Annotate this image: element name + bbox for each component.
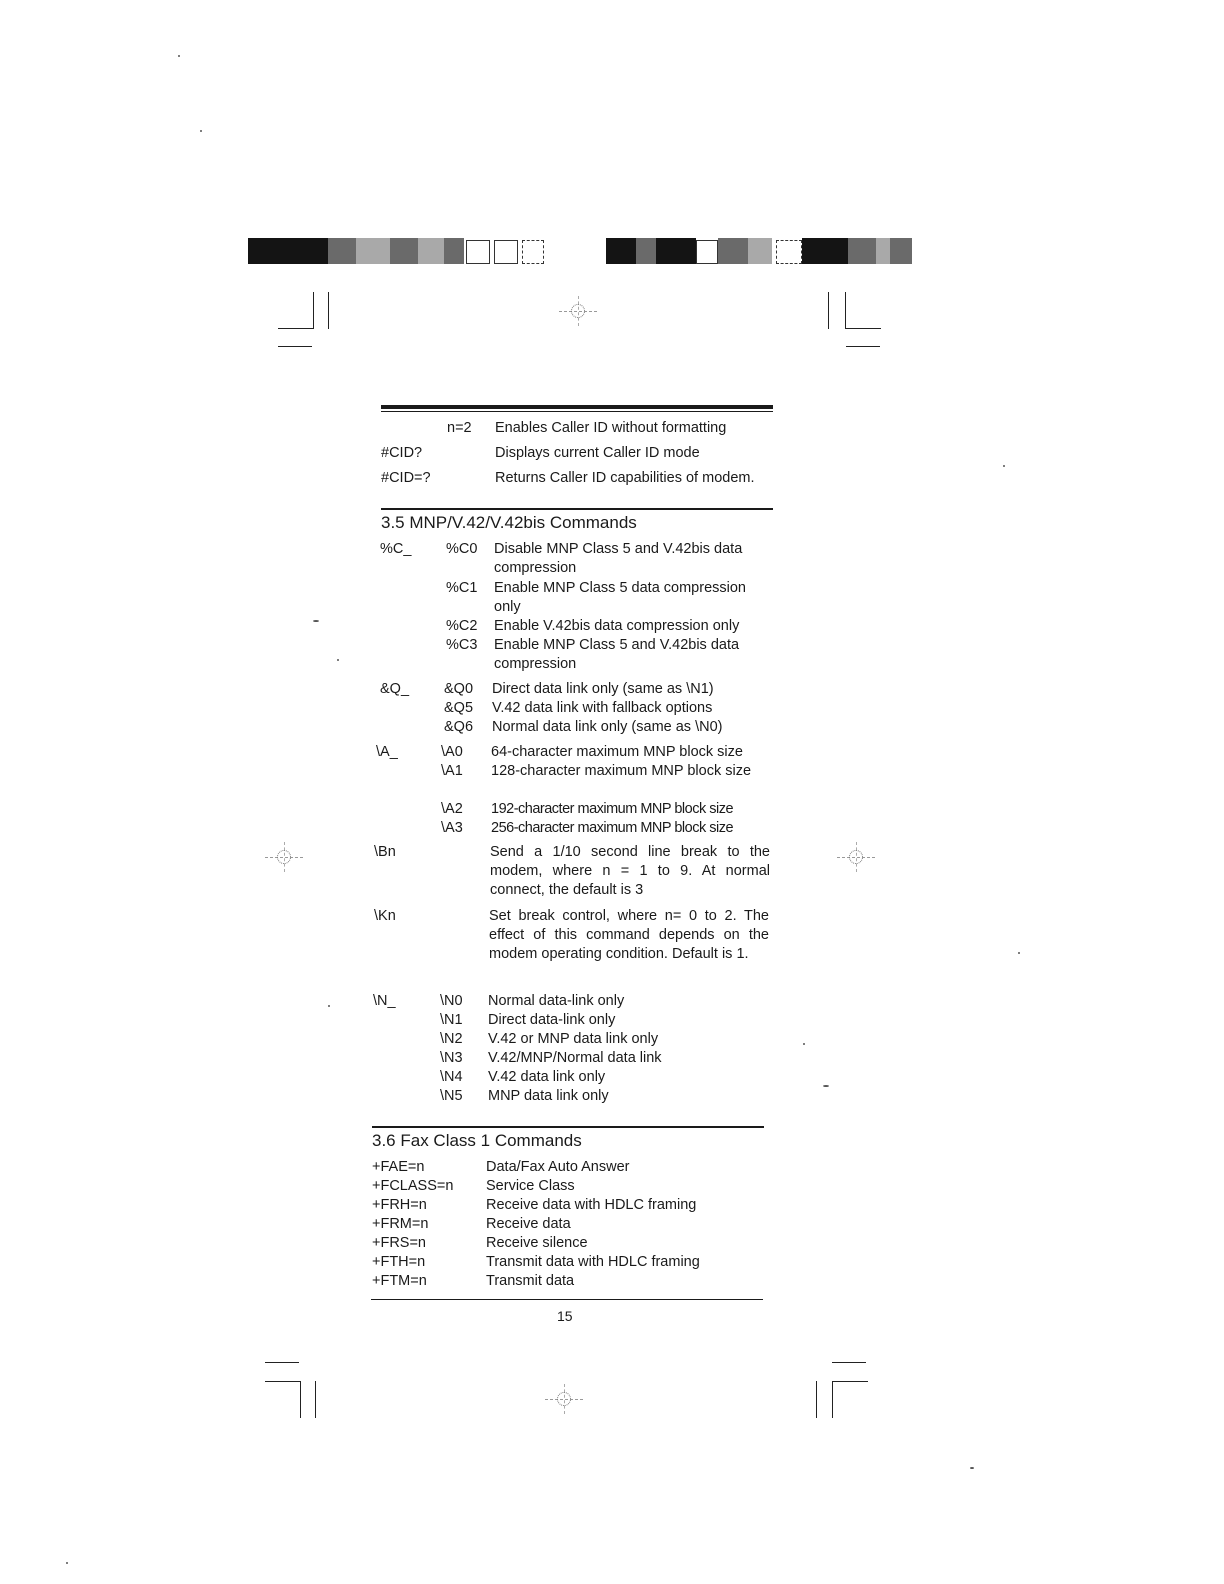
bottom-rule [371, 1299, 763, 1300]
scan-speck [328, 1005, 330, 1007]
command-desc: MNP data link only [488, 1088, 609, 1104]
command-name: #CID? [381, 445, 423, 461]
command-desc: Returns Caller ID capabilities of modem. [495, 470, 755, 486]
command-desc: Direct data link only (same as \N1) [492, 681, 714, 697]
command-desc: 64-character maximum MNP block size [491, 744, 743, 760]
command-desc: Enable MNP Class 5 and V.42bis data compression [494, 637, 740, 672]
command-desc: Receive data [486, 1216, 571, 1232]
section-rule [381, 508, 773, 510]
command-name: \Bn [374, 844, 396, 860]
command-desc: Enable MNP Class 5 data compression only [494, 580, 746, 615]
command-desc: Enable V.42bis data compression only [494, 618, 740, 634]
command-sub: \A2 [441, 801, 463, 817]
command-desc: Send a 1/10 second line break to the modem, where n = 1 to 9. At normal connect, the default is 3 [490, 844, 770, 898]
command-name: +FCLASS=n [372, 1178, 454, 1194]
command-desc: Direct data-link only [488, 1012, 616, 1028]
section-heading: 3.5 MNP/V.42/V.42bis Commands [381, 513, 637, 532]
command-desc: Data/Fax Auto Answer [486, 1159, 630, 1175]
command-sub: \A3 [441, 820, 463, 836]
command-name: +FRS=n [372, 1235, 426, 1251]
registration-mark-icon [273, 846, 295, 868]
command-sub: \N0 [440, 993, 463, 1009]
command-name: +FRM=n [372, 1216, 429, 1232]
command-sub: \N3 [440, 1050, 463, 1066]
command-name: &Q_ [380, 681, 410, 697]
command-desc: V.42 or MNP data link only [488, 1031, 659, 1047]
command-sub: &Q5 [444, 700, 474, 716]
crop-mark-bottom-left [265, 1362, 299, 1363]
command-name: %C_ [380, 541, 412, 557]
command-desc: Receive data with HDLC framing [486, 1197, 697, 1213]
section-heading: 3.6 Fax Class 1 Commands [372, 1131, 582, 1150]
top-rule [381, 405, 773, 409]
command-desc: Enables Caller ID without formatting [495, 420, 727, 436]
command-name: \Kn [374, 908, 396, 924]
command-desc: Normal data link only (same as \N0) [492, 719, 723, 735]
scan-speck [337, 659, 339, 661]
command-sub: \A1 [441, 763, 463, 779]
command-desc: 128-character maximum MNP block size [491, 763, 752, 779]
command-name: +FAE=n [372, 1159, 425, 1175]
command-sub: %C3 [446, 637, 478, 653]
command-desc: Service Class [486, 1178, 575, 1194]
command-sub: %C0 [446, 541, 478, 557]
command-desc: V.42 data link with fallback options [492, 700, 713, 716]
scan-speck [200, 130, 202, 132]
page-number: 15 [557, 1308, 573, 1324]
command-desc: 256-character maximum MNP block size [491, 820, 734, 836]
command-desc: V.42 data link only [488, 1069, 606, 1085]
command-desc: Disable MNP Class 5 and V.42bis data compression [494, 541, 743, 576]
command-desc: Set break control, where n= 0 to 2. The effect of this command depends on the modem operating condition. Default is 1. [489, 908, 769, 962]
command-sub: n=2 [447, 420, 472, 436]
registration-mark-icon [567, 300, 589, 322]
command-name: +FRH=n [372, 1197, 427, 1213]
command-desc: Normal data-link only [488, 993, 625, 1009]
scan-speck [803, 1043, 805, 1045]
command-name: \A_ [376, 744, 398, 760]
command-desc: Transmit data [486, 1273, 575, 1289]
scan-speck [178, 55, 180, 57]
scan-speck [313, 620, 319, 622]
command-name: #CID=? [381, 470, 431, 486]
section-rule [372, 1126, 764, 1128]
command-desc: Receive silence [486, 1235, 588, 1251]
command-sub: %C1 [446, 580, 478, 596]
command-desc: Displays current Caller ID mode [495, 445, 700, 461]
registration-mark-icon [845, 846, 867, 868]
command-sub: \A0 [441, 744, 463, 760]
command-desc: V.42/MNP/Normal data link [488, 1050, 662, 1066]
header-strip [248, 238, 912, 264]
command-sub: %C2 [446, 618, 478, 634]
command-sub: &Q6 [444, 719, 474, 735]
scan-speck [1018, 952, 1020, 954]
scan-speck [823, 1085, 829, 1087]
crop-mark-bottom-right [832, 1362, 866, 1363]
scan-speck [66, 1562, 68, 1564]
command-desc: 192-character maximum MNP block size [491, 801, 734, 817]
command-name: +FTH=n [372, 1254, 426, 1270]
scan-speck [1003, 465, 1005, 467]
command-sub: \N2 [440, 1031, 463, 1047]
scan-speck [970, 1467, 974, 1469]
command-sub: \N1 [440, 1012, 463, 1028]
command-name: \N_ [373, 993, 396, 1009]
crop-mark-top-right [828, 292, 829, 329]
command-sub: \N4 [440, 1069, 463, 1085]
crop-mark-top-left [278, 328, 314, 329]
command-desc: Transmit data with HDLC framing [486, 1254, 700, 1270]
registration-mark-icon [553, 1388, 575, 1410]
command-sub: \N5 [440, 1088, 463, 1104]
command-sub: &Q0 [444, 681, 474, 697]
command-name: +FTM=n [372, 1273, 427, 1289]
